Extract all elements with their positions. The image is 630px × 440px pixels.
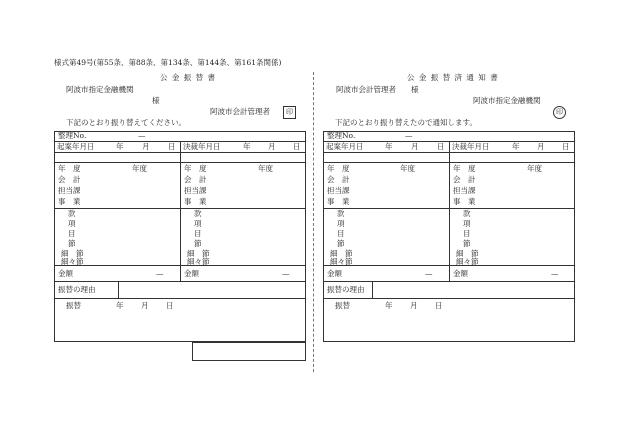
left-dest-nendo: 年度 <box>258 164 273 173</box>
right-dest-moku-label: 目 <box>463 229 471 238</box>
left-instruction: 下記のとおり振り替えてください。 <box>66 118 186 127</box>
right-kan-label: 款 <box>337 209 345 218</box>
left-draft-day: 日 <box>168 142 176 151</box>
right-draft-date-label: 起案年月日 <box>326 142 364 151</box>
left-nendo: 年度 <box>132 164 147 173</box>
left-moku-label: 目 <box>68 229 76 238</box>
left-control-no-dash: — <box>138 131 146 140</box>
right-transfer-label: 振替 <box>335 301 350 310</box>
left-dest-department-label: 担当課 <box>184 186 207 195</box>
left-center-line <box>180 141 181 281</box>
left-saisetsu-label: 細 節 <box>61 249 84 258</box>
left-dest-kan-label: 款 <box>194 209 202 218</box>
right-project-label: 事 業 <box>327 197 350 206</box>
right-form-title: 公 金 振 替 済 通 知 書 <box>407 73 499 82</box>
left-transfer-month: 月 <box>141 301 149 310</box>
right-amount-label: 金額 <box>327 269 342 278</box>
left-sender: 阿波市会計管理者 <box>210 107 270 116</box>
right-dest-department-label: 担当課 <box>453 186 476 195</box>
left-kou-label: 項 <box>68 219 76 228</box>
left-line <box>54 298 306 299</box>
right-amount-dash: — <box>425 269 433 278</box>
left-department-label: 担当課 <box>58 186 81 195</box>
right-receiver: 阿波市指定金融機関 <box>473 96 541 105</box>
right-dest-saisaisetsu-label: 細々節 <box>456 257 479 266</box>
left-draft-year: 年 <box>116 142 124 151</box>
right-saisetsu-label: 細 節 <box>330 249 353 258</box>
right-dest-kan-label: 款 <box>463 209 471 218</box>
left-stub-box <box>192 342 306 361</box>
left-decision-year: 年 <box>243 142 251 151</box>
left-dest-moku-label: 目 <box>194 229 202 238</box>
right-transfer-year: 年 <box>385 301 393 310</box>
right-reason-label: 振替の理由 <box>327 285 365 294</box>
left-dest-amount-dash: — <box>282 269 290 278</box>
left-form-title: 公 金 振 替 書 <box>160 73 217 82</box>
right-transfer-month: 月 <box>410 301 418 310</box>
right-line <box>323 281 575 282</box>
right-saisaisetsu-label: 細々節 <box>330 257 353 266</box>
right-decision-date-label: 決裁年月日 <box>452 142 490 151</box>
left-saisaisetsu-label: 細々節 <box>61 257 84 266</box>
left-project-label: 事 業 <box>58 197 81 206</box>
left-accounting-label: 会 計 <box>58 175 81 184</box>
left-dest-project-label: 事 業 <box>184 197 207 206</box>
right-seal-stamp: 印 <box>553 106 566 119</box>
left-fiscal-year-label: 年 度 <box>58 164 81 173</box>
right-dest-saisetsu-label: 細 節 <box>456 249 479 258</box>
right-setsu-label: 節 <box>337 239 345 248</box>
right-decision-day: 日 <box>562 142 570 151</box>
left-honorific: 様 <box>152 96 160 105</box>
right-honorific: 様 <box>411 85 419 94</box>
right-dest-setsu-label: 節 <box>463 239 471 248</box>
cut-line <box>313 72 314 372</box>
right-control-no-dash: — <box>405 131 413 140</box>
right-draft-month: 月 <box>411 142 419 151</box>
right-nendo: 年度 <box>400 164 415 173</box>
left-dest-accounting-label: 会 計 <box>184 175 207 184</box>
right-line <box>323 298 575 299</box>
left-dest-kou-label: 項 <box>194 219 202 228</box>
form-number: 様式第49号(第55条、第88条、第134条、第144条、第161条関係) <box>54 58 282 67</box>
left-seal-stamp: 印 <box>283 106 296 119</box>
left-draft-date-label: 起案年月日 <box>57 142 95 151</box>
right-dest-nendo: 年度 <box>527 164 542 173</box>
right-decision-year: 年 <box>512 142 520 151</box>
left-dest-amount-label: 金額 <box>184 269 199 278</box>
right-decision-month: 月 <box>537 142 545 151</box>
left-transfer-year: 年 <box>116 301 124 310</box>
left-amount-label: 金額 <box>58 269 73 278</box>
left-dest-saisaisetsu-label: 細々節 <box>187 257 210 266</box>
left-decision-day: 日 <box>293 142 301 151</box>
left-draft-month: 月 <box>142 142 150 151</box>
right-dest-amount-dash: — <box>551 269 559 278</box>
right-dest-kou-label: 項 <box>463 219 471 228</box>
right-reason-line <box>372 281 373 298</box>
right-kou-label: 項 <box>337 219 345 228</box>
right-moku-label: 目 <box>337 229 345 238</box>
left-decision-month: 月 <box>268 142 276 151</box>
right-dest-fiscal-year-label: 年 度 <box>453 164 476 173</box>
right-accounting-label: 会 計 <box>327 175 350 184</box>
left-transfer-day: 日 <box>166 301 174 310</box>
left-dest-setsu-label: 節 <box>194 239 202 248</box>
left-amount-dash: — <box>156 269 164 278</box>
left-kan-label: 款 <box>68 209 76 218</box>
right-dest-accounting-label: 会 計 <box>453 175 476 184</box>
right-draft-year: 年 <box>385 142 393 151</box>
left-addressee: 阿波市指定金融機関 <box>66 85 134 94</box>
left-reason-label: 振替の理由 <box>58 285 96 294</box>
left-control-no-label: 整理No. <box>58 131 87 140</box>
right-instruction: 下記のとおり振り替えたので通知します。 <box>335 118 477 127</box>
right-sender: 阿波市会計管理者 <box>336 85 396 94</box>
left-decision-date-label: 決裁年月日 <box>183 142 221 151</box>
right-draft-day: 日 <box>437 142 445 151</box>
left-dest-fiscal-year-label: 年 度 <box>184 164 207 173</box>
right-transfer-day: 日 <box>435 301 443 310</box>
right-dest-project-label: 事 業 <box>453 197 476 206</box>
right-fiscal-year-label: 年 度 <box>327 164 350 173</box>
right-center-line <box>449 141 450 281</box>
left-dest-saisetsu-label: 細 節 <box>187 249 210 258</box>
left-line <box>54 281 306 282</box>
right-dest-amount-label: 金額 <box>453 269 468 278</box>
left-reason-line <box>118 281 119 298</box>
left-transfer-label: 振替 <box>66 301 81 310</box>
left-setsu-label: 節 <box>68 239 76 248</box>
right-control-no-label: 整理No. <box>327 131 356 140</box>
right-department-label: 担当課 <box>327 186 350 195</box>
